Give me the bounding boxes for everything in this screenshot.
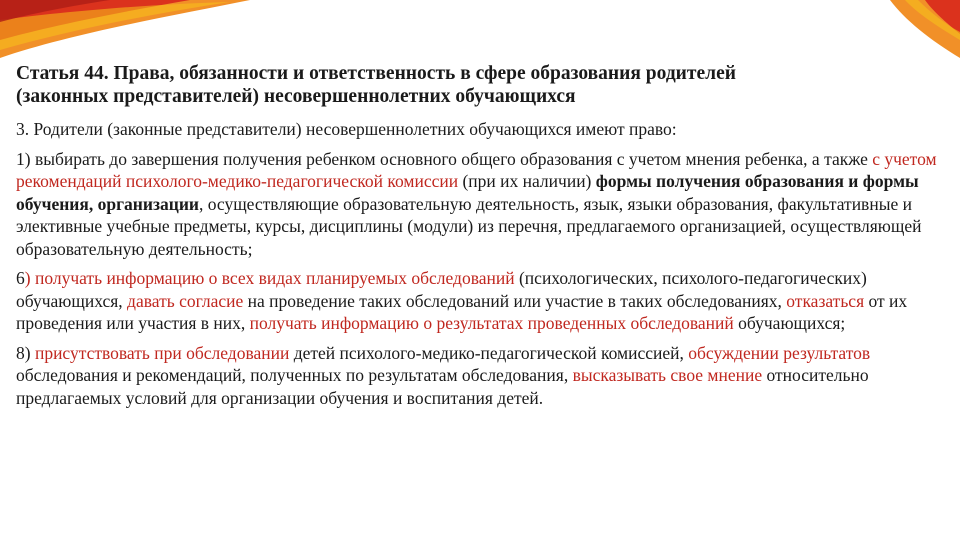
- item1-text-a: 1) выбирать до завершения получения ребенком основного общего образования с учетом мнения ребенка, а также: [16, 148, 873, 169]
- item8-highlight-opinion: высказывать свое мнение: [572, 365, 763, 385]
- item8-text-a: детей психолого-медико-педагогической комиссией,: [289, 342, 689, 363]
- top-right-swoosh: [890, 0, 960, 58]
- item8-text-c: относительно предлагаемых условий для организации обучения и воспитания детей.: [16, 365, 869, 408]
- item1-text-c: , осуществляющие образовательную деятельность, язык, языки образования, факультативные и элективные учебные предметы, курсы, дисциплины (модули) из перечня, предлагаемого организацией, осуществляющей образовательную деятельность;: [16, 193, 922, 259]
- right-item-1: [16, 148, 944, 261]
- item6-highlight-results: получать информацию о результатах проведенных обследований: [249, 313, 734, 333]
- intro-paragraph: 3. Родители (законные представители) несовершеннолетних обучающихся имеют право:: [16, 119, 677, 139]
- item8-text-b: обследования и рекомендаций, полученных по результатам обследования,: [16, 365, 573, 385]
- item6-highlight-consent: давать согласие: [127, 290, 244, 311]
- item6-text-c: от их проведения или участия в них,: [16, 290, 908, 333]
- item6-text-a: (психологических, психолого-педагогических) обучающихся,: [16, 268, 867, 311]
- item6-highlight-refuse: отказаться: [786, 290, 865, 311]
- item1-text-b: (при их наличии): [458, 171, 596, 191]
- item8-highlight-discuss: обсуждении результатов: [688, 342, 871, 363]
- heading-line-1: Статья 44. Права, обязанности и ответственность в сфере образования родителей: [16, 63, 736, 84]
- right-item-6: [16, 267, 944, 335]
- item1-bold-forms: формы получения образования и формы обучения, организации: [16, 171, 919, 214]
- top-left-swoosh: [0, 0, 250, 58]
- item8-highlight-attend: присутствовать при обследовании: [34, 342, 290, 363]
- right-item-8: [16, 342, 944, 410]
- item6-text-d: обучающихся;: [733, 313, 846, 333]
- item6-text-b: на проведение таких обследований или участие в таких обследованиях,: [243, 290, 787, 311]
- item6-number: 6: [16, 268, 25, 288]
- item6-highlight-info: ) получать информацию о всех видах планируемых обследований: [24, 268, 515, 288]
- item8-number: 8): [16, 342, 35, 363]
- item1-highlight-recommendations: с учетом рекомендаций психолого-медико-педагогической комиссии: [16, 148, 937, 191]
- slide-content: [16, 62, 944, 416]
- article-heading: [16, 62, 944, 108]
- heading-line-2: (законных представителей) несовершеннолетних обучающихся: [16, 86, 576, 107]
